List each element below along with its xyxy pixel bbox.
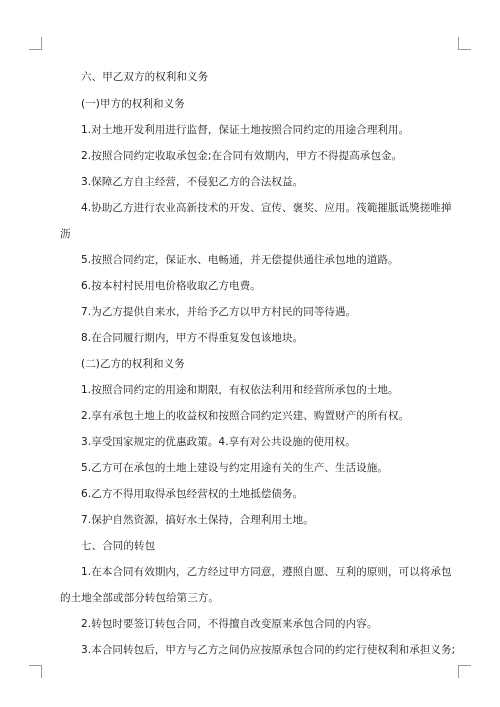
paragraph: 2.按照合同约定收取承包金;在合同有效期内，甲方不得提高承包金。 [81, 150, 403, 162]
paragraph: 1.按照合同约定的用途和期限，有权依法利用和经营所承包的土地。 [81, 384, 399, 396]
paragraph: 6.按本村村民用电价格收取乙方电费。 [81, 280, 261, 292]
paragraph: 1.在本合同有效期内，乙方经过甲方同意，遵照自愿、互利的原则，可以将承包 [81, 566, 452, 578]
paragraph: 2.转包时要签订转包合同，不得擅自改变原来承包合同的内容。 [81, 618, 378, 630]
paragraph: 6.乙方不得用取得承包经营权的土地抵偿债务。 [81, 488, 304, 500]
paragraph: 5.按照合同约定，保证水、电畅通，并无偿提供通往承包地的道路。 [81, 254, 399, 266]
section-heading: 六、甲乙双方的权利和义务 [81, 71, 209, 83]
section-heading: 七、合同的转包 [81, 540, 156, 552]
paragraph: 7.保护自然资源，搞好水土保持，合理利用土地。 [81, 514, 314, 526]
crop-mark-bottom-left [29, 665, 42, 678]
paragraph-continuation: 的土地全部或部分转包给第三方。 [60, 592, 219, 604]
paragraph: 1.对土地开发利用进行监督，保证土地按照合同约定的用途合理利用。 [81, 124, 410, 136]
paragraph-continuation: 沥 [60, 228, 71, 240]
paragraph: 3.享受国家规定的优惠政策。4.享有对公共设施的使用权。 [81, 436, 356, 448]
crop-mark-bottom-right [458, 665, 471, 678]
subsection-heading: (一)甲方的权利和义务 [81, 98, 185, 110]
crop-mark-top-right [458, 37, 471, 50]
paragraph: 8.在合同履行期内，甲方不得重复发包该地块。 [81, 332, 304, 344]
subsection-heading: (二)乙方的权利和义务 [81, 358, 185, 370]
paragraph: 2.享有承包土地上的收益权和按照合同约定兴建、购置财产的所有权。 [81, 410, 410, 422]
crop-mark-top-left [29, 37, 42, 50]
paragraph: 3.保障乙方自主经营，不侵犯乙方的合法权益。 [81, 176, 304, 188]
paragraph: 5.乙方可在承包的土地上建设与约定用途有关的生产、生活设施。 [81, 462, 389, 474]
paragraph: 7.为乙方提供自来水，并给予乙方以甲方村民的同等待遇。 [81, 306, 357, 318]
paragraph: 3.本合同转包后，甲方与乙方之间仍应按原承包合同的约定行使权利和承担义务; [81, 644, 456, 656]
paragraph: 4.协助乙方进行农业高新技术的开发、宣传、褒奖、应用。筏範摧胝诋獎搓唯掸 [81, 202, 452, 214]
